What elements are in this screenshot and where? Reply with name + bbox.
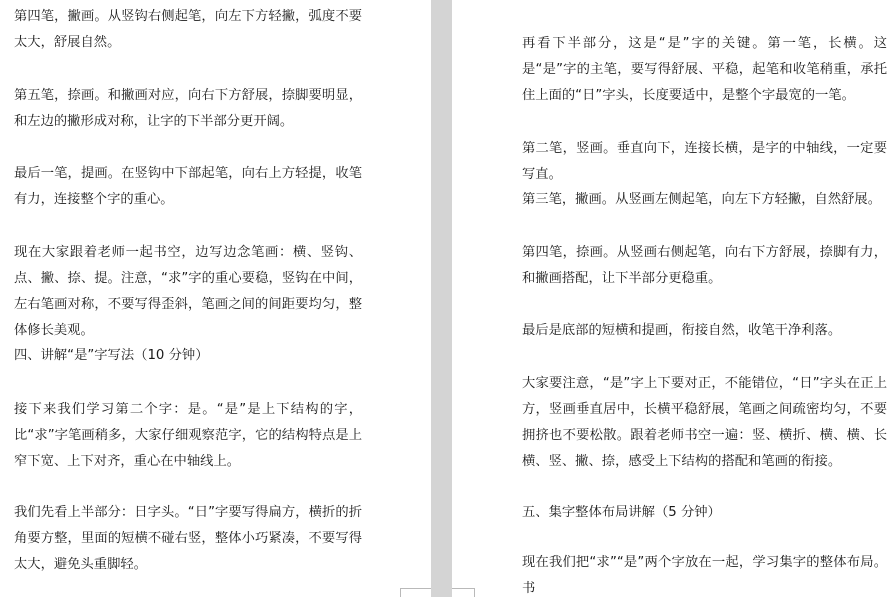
crop-mark <box>474 588 475 597</box>
crop-mark <box>400 588 431 589</box>
paragraph: 接下来我们学习第二个字：是。“是”是上下结构的字，比“求”字笔画稍多，大家仔细观察范字，它的结构特点是上窄下宽、上下对齐，重心在中轴线上。 <box>14 402 362 469</box>
paragraph: 最后一笔，提画。在竖钩中下部起笔，向右上方轻提，收笔有力，连接整个字的重心。 <box>14 166 362 207</box>
section-heading: 四、讲解“是”字写法（10 分钟） <box>14 348 209 363</box>
paragraph: 我们先看上半部分：日字头。“日”字要写得扁方，横折的折角要方整，里面的短横不碰右竖，整体小巧紧凑，不要写得太大，避免头重脚轻。 <box>14 505 362 572</box>
paragraph: 再看下半部分，这是“是”字的关键。第一笔，长横。这是“是”字的主笔，要写得舒展、平稳，起笔和收笔稍重，承托住上面的“日”字头，长度要适中，是整个字最宽的一笔。 <box>522 36 887 103</box>
crop-mark <box>400 588 401 597</box>
paragraph: 最后是底部的短横和提画，衔接自然，收笔干净利落。 <box>522 323 842 338</box>
paragraph: 第二笔，竖画。垂直向下，连接长横，是字的中轴线，一定要写直。 <box>522 141 887 182</box>
paragraph: 第四笔，撇画。从竖钩右侧起笔，向左下方轻撇，弧度不要太大，舒展自然。 <box>14 9 362 50</box>
paragraph: 第四笔，捺画。从竖画右侧起笔，向右下方舒展，捺脚有力，和撇画搭配，让下半部分更稳重。 <box>522 245 887 286</box>
paragraph: 大家要注意，“是”字上下要对正，不能错位，“日”字头在正上方，竖画垂直居中，长横平稳舒展，笔画之间疏密均匀，不要拥挤也不要松散。跟着老师书空一遍：竖、横折、横、横、长横、竖、撇、捺，感受上下结构的搭配和笔画的衔接。 <box>522 376 887 469</box>
crop-mark <box>452 588 475 589</box>
paragraph: 现在大家跟着老师一起书空，边写边念笔画：横、竖钩、点、撇、捺、提。注意，“求”字的重心要稳，竖钩在中间，左右笔画对称，不要写得歪斜，笔画之间的间距要均匀，整体修长美观。 <box>14 245 362 338</box>
paragraph: 现在我们把“求”“是”两个字放在一起，学习集字的整体布局。书 <box>522 555 887 596</box>
paragraph: 第三笔，撇画。从竖画左侧起笔，向左下方轻撇，自然舒展。 <box>522 192 882 207</box>
document-page-left <box>0 0 431 597</box>
paragraph: 第五笔，捺画。和撇画对应，向右下方舒展，捺脚要明显，和左边的撇形成对称，让字的下半部分更开阔。 <box>14 88 362 129</box>
document-page-right <box>452 0 896 597</box>
section-heading: 五、集字整体布局讲解（5 分钟） <box>522 505 721 520</box>
